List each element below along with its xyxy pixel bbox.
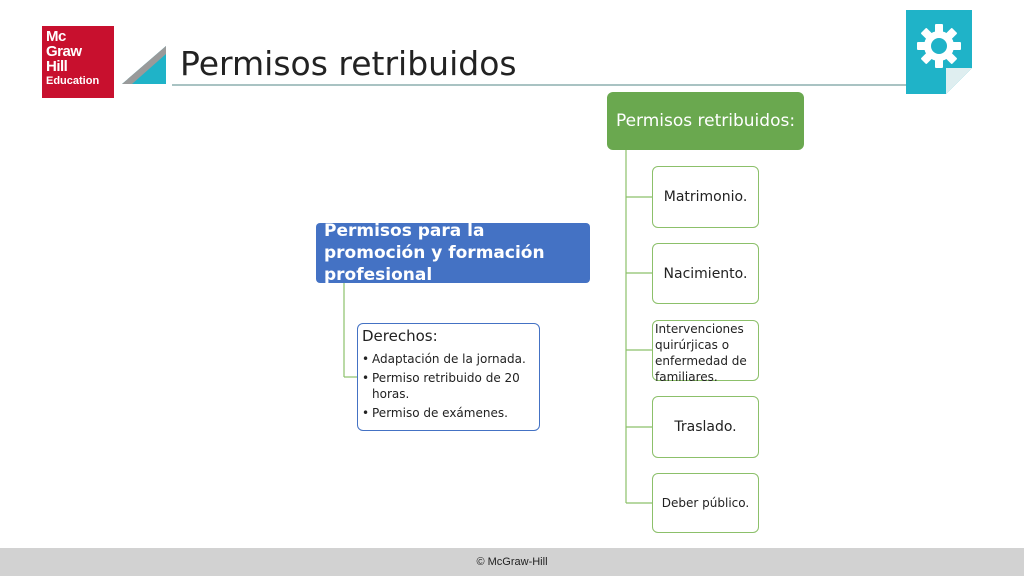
title-rule (172, 84, 908, 86)
derechos-node (357, 323, 540, 431)
node-traslado: Traslado. (652, 396, 759, 458)
logo-line-3: Hill (46, 58, 68, 75)
node-intervenciones: Intervenciones quirúrjicas o enfermedad de familiares. (652, 320, 759, 381)
node-deber-publico: Deber público. (652, 473, 759, 533)
derechos-list (362, 351, 535, 421)
mcgraw-hill-logo (42, 26, 114, 98)
formacion-header-node: Permisos para la promoción y formación profesional (316, 223, 590, 283)
footer-copyright: © McGraw-Hill (0, 548, 1024, 576)
retribuidos-header-node: Permisos retribuidos: (607, 92, 804, 150)
gear-icon (906, 10, 974, 94)
derechos-item: • Permiso retribuido de 20 horas. (362, 370, 535, 402)
logo-line-1: Mc (46, 28, 66, 45)
logo-line-4: Education (46, 75, 100, 87)
derechos-title: Derechos: (362, 327, 438, 345)
node-matrimonio: Matrimonio. (652, 166, 759, 228)
derechos-item: • Permiso de exámenes. (362, 405, 535, 421)
page-title: Permisos retribuidos (180, 44, 517, 83)
title-decoration-icon (122, 46, 170, 86)
node-nacimiento: Nacimiento. (652, 243, 759, 304)
logo-line-2: Graw (46, 43, 82, 60)
derechos-item: • Adaptación de la jornada. (362, 351, 535, 367)
